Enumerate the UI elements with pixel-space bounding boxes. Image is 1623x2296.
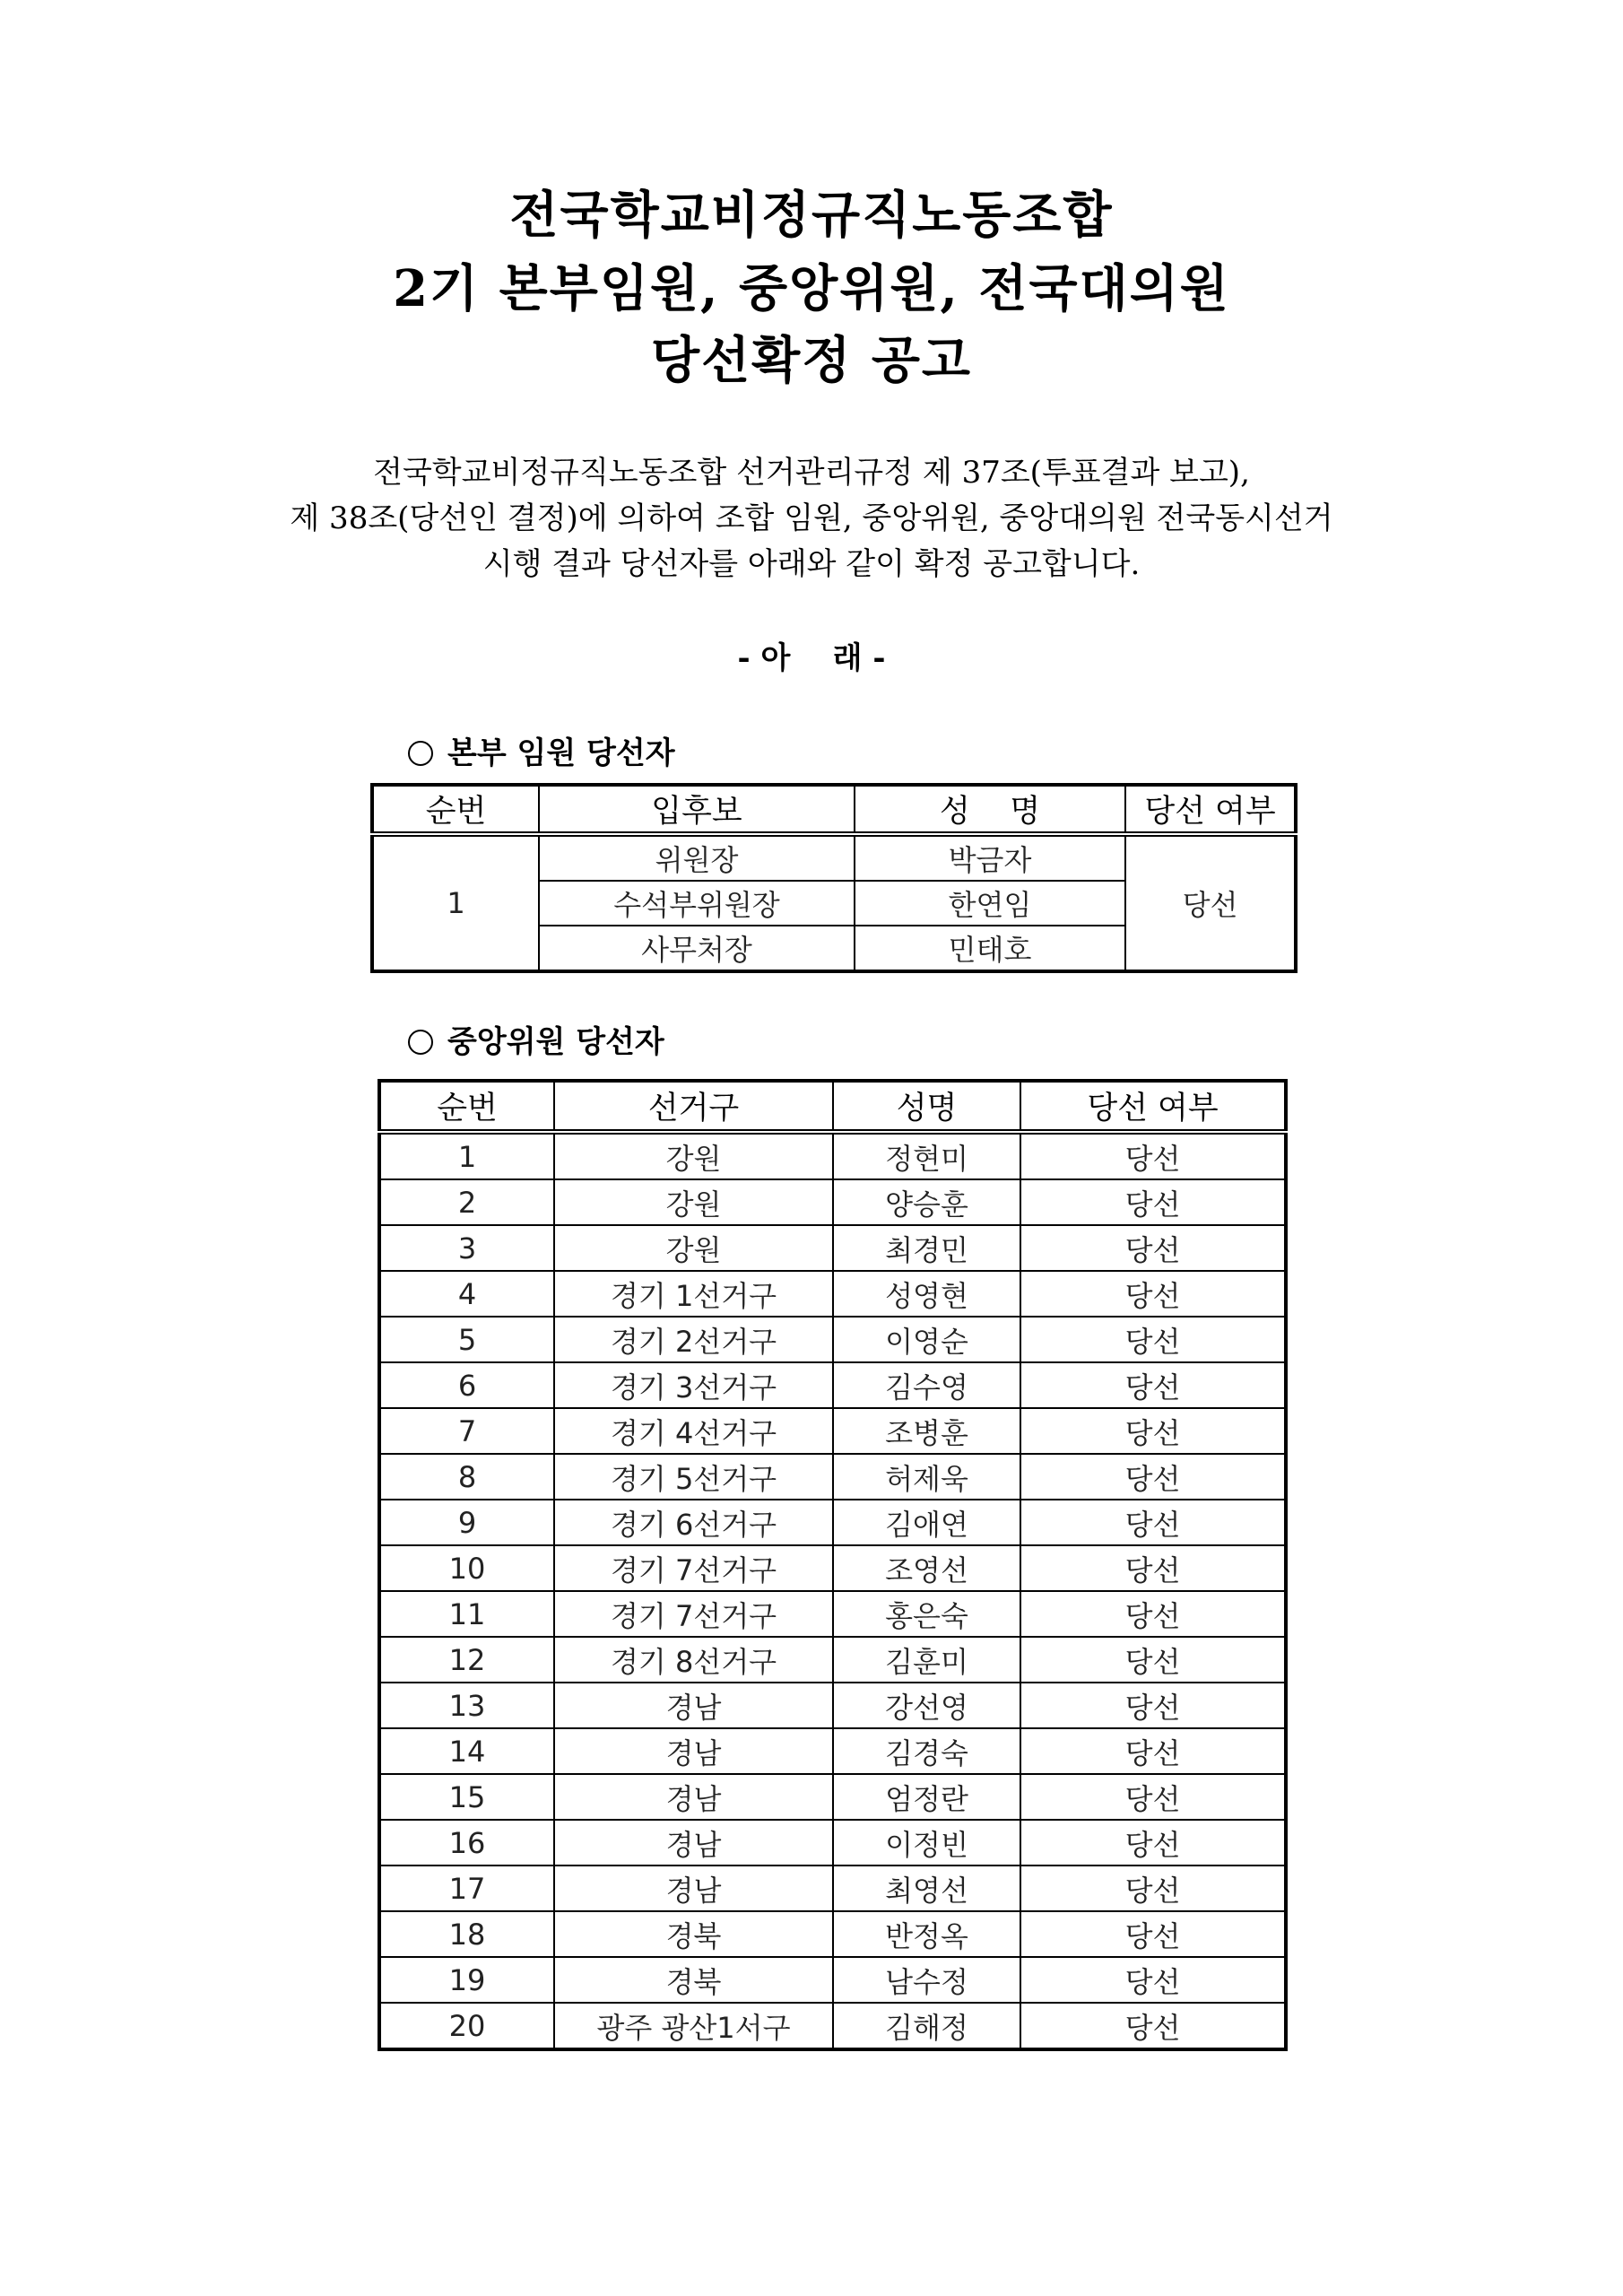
cell-district: 경기 8선거구 — [554, 1637, 833, 1683]
cell-number: 20 — [379, 2003, 554, 2049]
cell-name: 최경민 — [833, 1225, 1020, 1271]
cell-result: 당선 — [1020, 1179, 1286, 1225]
section-heading-text: 중앙위원 당선자 — [447, 1024, 664, 1060]
cell-number: 18 — [379, 1911, 554, 1957]
table-row — [379, 1957, 1286, 2003]
cell-number: 11 — [379, 1591, 554, 1637]
cell-result: 당선 — [1020, 1911, 1286, 1957]
column-header-name: 성 명 — [855, 785, 1125, 834]
section-heading-text: 본부 임원 당선자 — [447, 735, 675, 771]
document-title-line-3: 당선확정 공고 — [650, 331, 973, 390]
table-row — [379, 1591, 1286, 1637]
table-row — [379, 1317, 1286, 1362]
table-row — [379, 1408, 1286, 1454]
cell-name: 최영선 — [833, 1866, 1020, 1911]
circle-bullet-icon — [408, 1030, 433, 1055]
cell-number: 3 — [379, 1225, 554, 1271]
cell-name: 이정빈 — [833, 1820, 1020, 1866]
cell-result: 당선 — [1020, 1591, 1286, 1637]
cell-name: 김애연 — [833, 1500, 1020, 1545]
cell-name: 성영현 — [833, 1271, 1020, 1317]
cell-result: 당선 — [1020, 1957, 1286, 2003]
column-header-candidacy: 입후보 — [539, 785, 855, 834]
table-row — [379, 1271, 1286, 1317]
cell-district: 경기 4선거구 — [554, 1408, 833, 1454]
table-row — [372, 834, 1296, 881]
table-header-row — [379, 1081, 1286, 1132]
cell-number: 12 — [379, 1637, 554, 1683]
cell-result: 당선 — [1020, 2003, 1286, 2049]
cell-district: 경기 7선거구 — [554, 1591, 833, 1637]
table-row — [379, 1911, 1286, 1957]
cell-district: 경기 7선거구 — [554, 1545, 833, 1591]
cell-number: 10 — [379, 1545, 554, 1591]
cell-name: 반정옥 — [833, 1911, 1020, 1957]
cell-number: 16 — [379, 1820, 554, 1866]
cell-name: 김훈미 — [833, 1637, 1020, 1683]
cell-number: 1 — [372, 834, 539, 971]
cell-name: 민태호 — [855, 926, 1125, 971]
cell-district: 경북 — [554, 1957, 833, 2003]
cell-number: 1 — [379, 1132, 554, 1179]
cell-number: 2 — [379, 1179, 554, 1225]
cell-district: 경기 6선거구 — [554, 1500, 833, 1545]
table-row — [379, 1683, 1286, 1728]
cell-number: 17 — [379, 1866, 554, 1911]
table-row — [379, 1820, 1286, 1866]
circle-bullet-icon — [408, 741, 433, 766]
column-header-result: 당선 여부 — [1125, 785, 1296, 834]
cell-name: 조영선 — [833, 1545, 1020, 1591]
cell-number: 14 — [379, 1728, 554, 1774]
cell-name: 강선영 — [833, 1683, 1020, 1728]
cell-result: 당선 — [1020, 1637, 1286, 1683]
cell-result: 당선 — [1020, 1728, 1286, 1774]
cell-name: 박금자 — [855, 834, 1125, 881]
cell-number: 8 — [379, 1454, 554, 1500]
cell-district: 경기 5선거구 — [554, 1454, 833, 1500]
cell-district: 경기 1선거구 — [554, 1271, 833, 1317]
cell-district: 강원 — [554, 1179, 833, 1225]
cell-district: 강원 — [554, 1225, 833, 1271]
cell-name: 엄정란 — [833, 1774, 1020, 1820]
table-row — [379, 1179, 1286, 1225]
table-header-row — [372, 785, 1296, 834]
column-header-number: 순번 — [372, 785, 539, 834]
cell-result: 당선 — [1020, 1683, 1286, 1728]
cell-number: 7 — [379, 1408, 554, 1454]
cell-result: 당선 — [1020, 1225, 1286, 1271]
cell-result: 당선 — [1020, 1866, 1286, 1911]
table-row — [379, 1132, 1286, 1179]
section-heading-central-committee — [408, 1022, 664, 1062]
table-row — [379, 1225, 1286, 1271]
cell-name: 조병훈 — [833, 1408, 1020, 1454]
cell-result: 당선 — [1020, 1774, 1286, 1820]
table-row — [379, 1637, 1286, 1683]
cell-district: 경기 3선거구 — [554, 1362, 833, 1408]
cell-district: 광주 광산1서구 — [554, 2003, 833, 2049]
table-row — [379, 1545, 1286, 1591]
cell-name: 한연임 — [855, 881, 1125, 926]
cell-result: 당선 — [1020, 1545, 1286, 1591]
body-text-line-3: 시행 결과 당선자를 아래와 같이 확정 공고합니다. — [482, 546, 1141, 582]
table-row — [379, 1454, 1286, 1500]
cell-number: 13 — [379, 1683, 554, 1728]
cell-number: 5 — [379, 1317, 554, 1362]
cell-district: 강원 — [554, 1132, 833, 1179]
cell-name: 김해정 — [833, 2003, 1020, 2049]
section-heading-executives — [408, 734, 675, 773]
cell-name: 정현미 — [833, 1132, 1020, 1179]
column-header-district: 선거구 — [554, 1081, 833, 1132]
cell-district: 경남 — [554, 1820, 833, 1866]
cell-position: 수석부위원장 — [539, 881, 855, 926]
cell-position: 위원장 — [539, 834, 855, 881]
cell-position: 사무처장 — [539, 926, 855, 971]
cell-name: 이영순 — [833, 1317, 1020, 1362]
cell-result: 당선 — [1020, 1271, 1286, 1317]
cell-name: 김경숙 — [833, 1728, 1020, 1774]
table-row — [379, 1866, 1286, 1911]
cell-district: 경남 — [554, 1728, 833, 1774]
cell-result: 당선 — [1020, 1408, 1286, 1454]
document-title-line-1: 전국학교비정규직노동조합 — [509, 186, 1114, 245]
cell-result: 당선 — [1020, 1500, 1286, 1545]
table-row — [379, 1500, 1286, 1545]
cell-district: 경북 — [554, 1911, 833, 1957]
table-row — [379, 1728, 1286, 1774]
cell-number: 4 — [379, 1271, 554, 1317]
cell-name: 홍은숙 — [833, 1591, 1020, 1637]
cell-result: 당선 — [1020, 1820, 1286, 1866]
cell-district: 경남 — [554, 1683, 833, 1728]
cell-name: 허제욱 — [833, 1454, 1020, 1500]
table-row — [379, 1774, 1286, 1820]
document-title-line-2: 2기 본부임원, 중앙위원, 전국대의원 — [393, 259, 1230, 318]
cell-number: 15 — [379, 1774, 554, 1820]
body-text-line-2: 제 38조(당선인 결정)에 의하여 조합 임원, 중앙위원, 중앙대의원 전국동시선거 — [290, 500, 1333, 536]
notice-label: - 아 래 - — [737, 640, 886, 676]
cell-district: 경남 — [554, 1774, 833, 1820]
central-committee-table — [378, 1079, 1288, 2051]
cell-result: 당선 — [1020, 1454, 1286, 1500]
cell-number: 6 — [379, 1362, 554, 1408]
column-header-name: 성명 — [833, 1081, 1020, 1132]
cell-number: 9 — [379, 1500, 554, 1545]
cell-number: 19 — [379, 1957, 554, 2003]
cell-name: 김수영 — [833, 1362, 1020, 1408]
cell-district: 경남 — [554, 1866, 833, 1911]
column-header-result: 당선 여부 — [1020, 1081, 1286, 1132]
body-text-line-1: 전국학교비정규직노동조합 선거관리규정 제 37조(투표결과 보고), — [373, 455, 1250, 491]
cell-result: 당선 — [1020, 1317, 1286, 1362]
table-row — [379, 2003, 1286, 2049]
cell-result: 당선 — [1020, 1362, 1286, 1408]
cell-district: 경기 2선거구 — [554, 1317, 833, 1362]
table-row — [379, 1362, 1286, 1408]
cell-result: 당선 — [1125, 834, 1296, 971]
column-header-number: 순번 — [379, 1081, 554, 1132]
cell-name: 남수정 — [833, 1957, 1020, 2003]
cell-result: 당선 — [1020, 1132, 1286, 1179]
cell-name: 양승훈 — [833, 1179, 1020, 1225]
executives-table — [370, 783, 1298, 973]
